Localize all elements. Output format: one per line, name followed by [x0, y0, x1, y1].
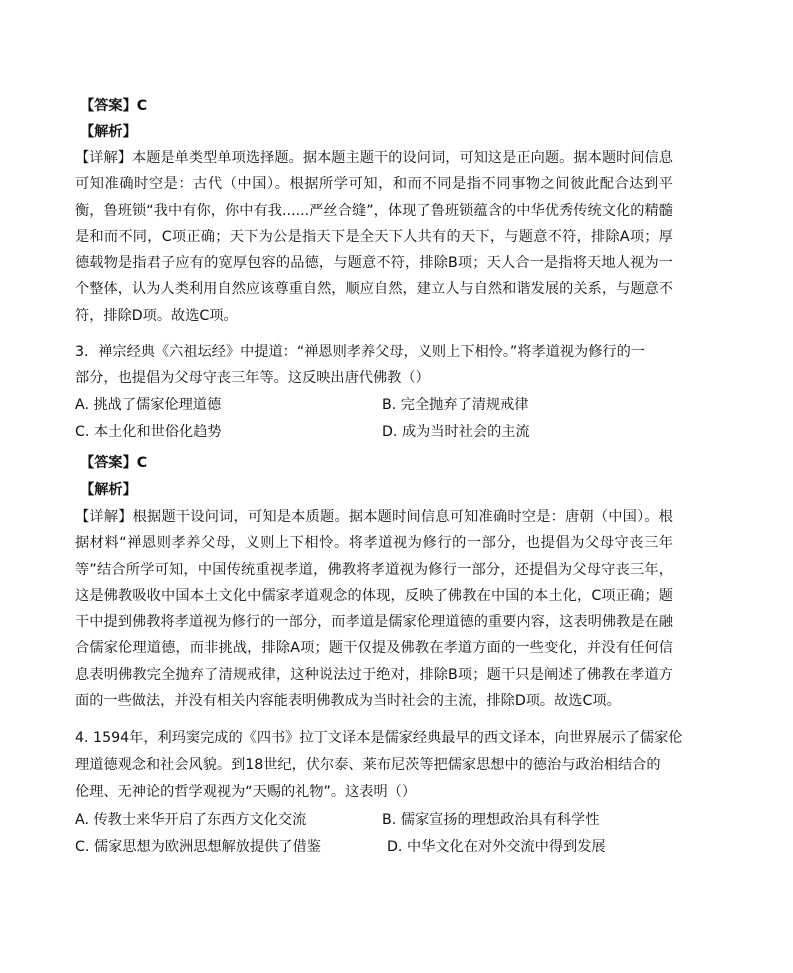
q4-option-d: D. 中华文化在对外交流中得到发展 [387, 839, 606, 855]
q3-stem-line1: 3．禅宗经典《六祖坛经》中提道：“禅恩则孝养父母，义则上下相怜。”将孝道视为修行的一 [75, 344, 645, 360]
q4-stem-line1: 4. 1594年，利玛窦完成的《四书》拉丁文译本是儒家经典最早的西文译本，向世界展示了儒家伦 [75, 730, 683, 746]
q4-option-a: A. 传教士来华开启了东西方文化交流 [75, 812, 307, 828]
q2-answer: 【答案】C [80, 98, 148, 114]
q3-option-d: D. 成为当时社会的主流 [382, 424, 530, 440]
q4-stem-line2: 理道德观念和社会风貌。到18世纪，伏尔泰、莱布尼茨等把儒家思想中的德治与政治相结合的 [75, 757, 661, 773]
q4-stem-line3: 伦理、无神论的哲学观视为“天赐的礼物”。这表明（） [75, 784, 417, 800]
q2-detail: 【详解】本题是单类型单项选择题。据本题主题干的设问词，可知这是正向题。据本题时间信息可知准确时空是：古代（中国）。根据所学可知，和而不同是指不同事物之间彼此配合达到平衡，鲁班锁“我中有你，你中有我......严丝合缝”，体现了鲁班锁蕴含的中华优秀传统文化的精髓是和而不同，C项正确；天下为公是指天下是全天下人共有的天下，与题意不符，排除A项；厚德载物是指君子应有的宽厚包容的品德，与题意不符，排除B项；天人合一是指将天地人视为一个整体，认为人类利用自然应该尊重自然，顺应自然，建立人与自然和谐发展的关系，与题意不符，排除D项。故选C项。 [75, 150, 673, 324]
q3-option-a: A. 挑战了儒家伦理道德 [75, 397, 222, 413]
q3-answer: 【答案】C [80, 455, 148, 471]
q3-stem-line2: 部分，也提倡为父母守丧三年等。这反映出唐代佛教（） [75, 370, 430, 386]
q3-detail: 【详解】根据题干设问词，可知是本质题。据本题时间信息可知准确时空是：唐朝（中国）。根据材料“禅恩则孝养父母，义则上下相怜。将孝道视为修行的一部分，也提倡为父母守丧三年等”结合所学可知，中国传统重视孝道，佛教将孝道视为修行一部分，还提倡为父母守丧三年，这是佛教吸收中国本土文化中儒家孝道观念的体现，反映了佛教在中国的本土化，C项正确；题干中提到佛教将孝道视为修行的一部分，而孝道是儒家伦理道德的重要内容，这表明佛教是在融合儒家伦理道德，而非挑战，排除A项；题干仅提及佛教在孝道方面的一些变化，并没有任何信息表明佛教完全抛弃了清规戒律，这种说法过于绝对，排除B项；题干只是阐述了佛教在孝道方面的一些做法，并没有相关内容能表明佛教成为当时社会的主流，排除D项。故选C项。 [75, 509, 673, 710]
q3-option-c: C. 本土化和世俗化趋势 [75, 424, 222, 440]
q4-option-c: C. 儒家思想为欧洲思想解放提供了借鉴 [75, 839, 321, 855]
q4-option-b: B. 儒家宣扬的理想政治具有科学性 [382, 812, 600, 828]
q3-option-b: B. 完全抛弃了清规戒律 [382, 397, 529, 413]
q2-analysis-label: 【解析】 [80, 124, 137, 140]
q3-analysis-label: 【解析】 [80, 482, 137, 498]
